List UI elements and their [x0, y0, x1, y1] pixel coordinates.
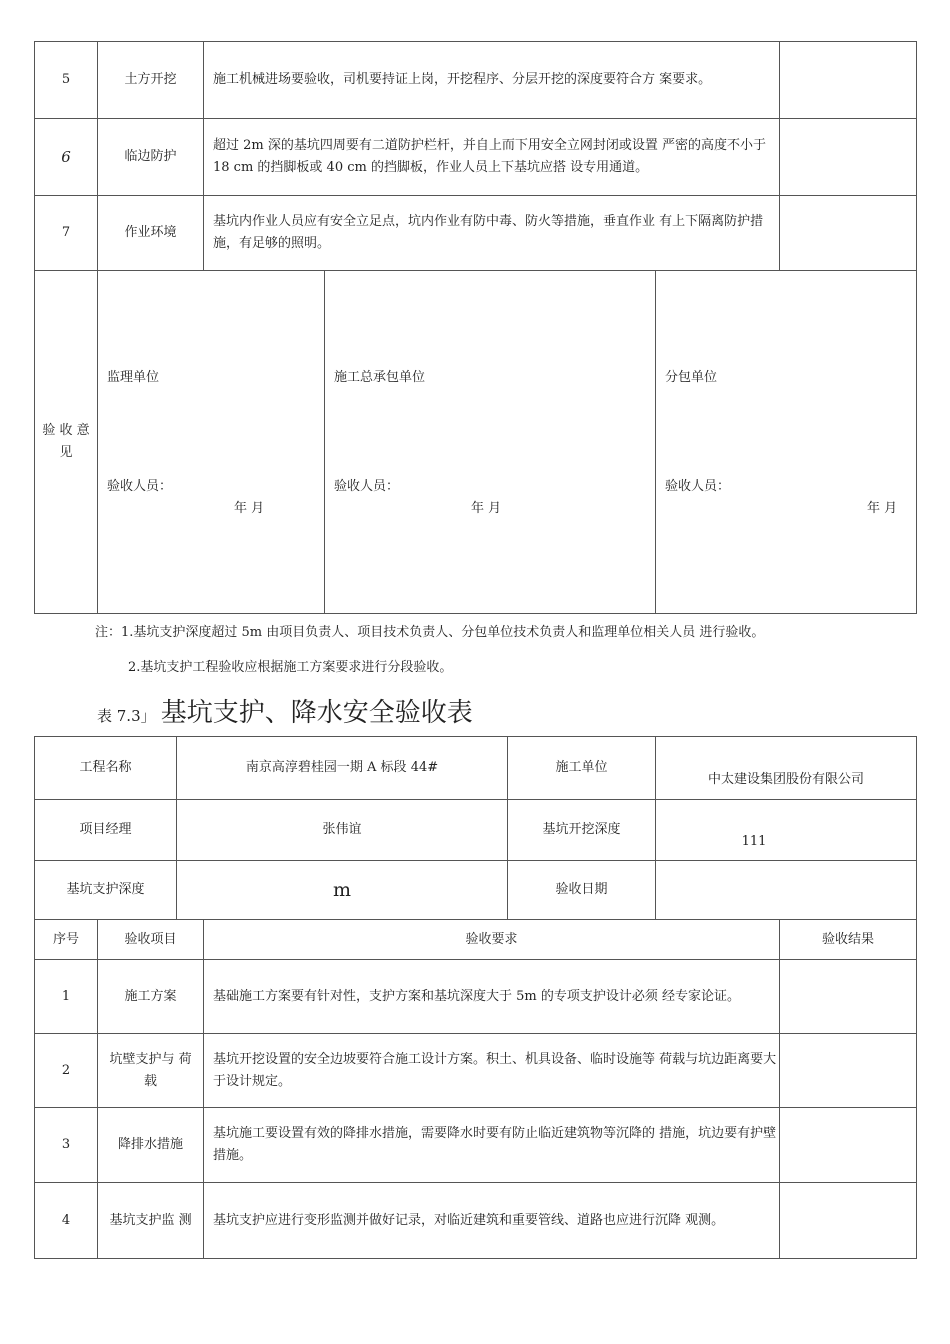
party-unit-label: 监理单位: [107, 370, 160, 385]
inspection-result: [780, 1034, 917, 1108]
project-name-value: 南京高淳碧桂园一期 A 标段 44#: [177, 737, 508, 800]
inspection-requirement: 基础施工方案要有针对性，支护方案和基坑深度大于 5m 的专项支护设计必须 经专家论证。: [204, 960, 780, 1034]
inspection-result: [780, 1108, 917, 1183]
party-inspector-label: 验收人员：: [334, 479, 400, 494]
inspection-result: [780, 119, 917, 196]
table-row: [35, 42, 917, 119]
party-unit-label: 分包单位: [665, 370, 718, 385]
note-line-2: 2.基坑支护工程验收应根据施工方案要求进行分段验收。: [128, 660, 453, 675]
row-number: 4: [35, 1183, 98, 1259]
table-row: [35, 1034, 917, 1108]
support-depth-label: 基坑支护深度: [35, 861, 177, 920]
subcontractor-cell: [656, 271, 917, 614]
excavation-support-inspection-table: [34, 736, 917, 1259]
excavation-depth-label: 基坑开挖深度: [508, 800, 656, 861]
table-number: 表 7.3」: [97, 707, 156, 725]
inspection-item: 土方开挖: [98, 42, 204, 119]
header-result: 验收结果: [780, 920, 917, 960]
header-item: 验收项目: [98, 920, 204, 960]
table-row: [35, 960, 917, 1034]
inspection-table-continued: [34, 41, 917, 614]
excavation-depth-value: 111: [656, 800, 917, 861]
contractor-value: 中太建设集团股份有限公司: [656, 737, 917, 800]
party-unit-label: 施工总承包单位: [334, 370, 426, 385]
inspection-result: [780, 1183, 917, 1259]
inspection-result: [780, 196, 917, 271]
general-contractor-cell: [325, 271, 656, 614]
inspection-requirement: 基坑开挖设置的安全边坡要符合施工设计方案。积土、机具设备、临时设施等 荷载与坑边距离要大于设计规定。: [204, 1034, 780, 1108]
table-caption: [97, 692, 473, 729]
project-manager-label: 项目经理: [35, 800, 177, 861]
party-inspector-label: 验收人员：: [107, 479, 173, 494]
acceptance-opinion-label: 验 收 意 见: [35, 271, 98, 614]
inspection-requirement: 基坑施工要设置有效的降排水措施，需要降水时要有防止临近建筑物等沉降的 措施，坑边要有护壁措施。: [204, 1108, 780, 1183]
inspection-date-value: [656, 861, 917, 920]
table-row: [35, 1108, 917, 1183]
note-line-1: 注：1.基坑支护深度超过 5m 由项目负责人、项目技术负责人、分包单位技术负责人和监理单位相关人员 进行验收。: [95, 625, 765, 640]
inspection-item: 施工方案: [98, 960, 204, 1034]
table-row: [35, 196, 917, 271]
contractor-label: 施工单位: [508, 737, 656, 800]
project-manager-value: 张伟谊: [177, 800, 508, 861]
party-year-month: 年 月: [867, 501, 898, 516]
row-number: 7: [35, 196, 98, 271]
party-year-month: 年 月: [471, 501, 502, 516]
party-year-month: 年 月: [234, 501, 265, 516]
row-number: 2: [35, 1034, 98, 1108]
support-depth-value: m: [177, 861, 508, 920]
header-no: 序号: [35, 920, 98, 960]
row-number: 6: [35, 119, 98, 196]
inspection-item: 降排水措施: [98, 1108, 204, 1183]
table-title: 基坑支护、降水安全验收表: [160, 698, 473, 728]
inspection-item: 临边防护: [98, 119, 204, 196]
party-inspector-label: 验收人员：: [665, 479, 731, 494]
info-row: [35, 737, 917, 800]
header-requirement: 验收要求: [204, 920, 780, 960]
header-row: [35, 920, 917, 960]
project-name-label: 工程名称: [35, 737, 177, 800]
table-row: [35, 1183, 917, 1259]
inspection-item: 作业环境: [98, 196, 204, 271]
inspection-date-label: 验收日期: [508, 861, 656, 920]
inspection-item: 基坑支护监 测: [98, 1183, 204, 1259]
inspection-requirement: 超过 2m 深的基坑四周要有二道防护栏杆，并自上而下用安全立网封闭或设置 严密的高度不小于 18 cm 的挡脚板或 40 cm 的挡脚板，作业人员上下基坑应搭 设专用通道。: [204, 119, 780, 196]
inspection-requirement: 基坑支护应进行变形监测并做好记录，对临近建筑和重要管线、道路也应进行沉降 观测。: [204, 1183, 780, 1259]
supervision-unit-cell: [98, 271, 325, 614]
row-number: 3: [35, 1108, 98, 1183]
inspection-result: [780, 42, 917, 119]
info-row: [35, 861, 917, 920]
inspection-requirement: 基坑内作业人员应有安全立足点，坑内作业有防中毒、防火等措施，垂直作业 有上下隔离防护措施，有足够的照明。: [204, 196, 780, 271]
inspection-result: [780, 960, 917, 1034]
info-row: [35, 800, 917, 861]
table-row: [35, 119, 917, 196]
acceptance-opinion-row: [35, 271, 917, 614]
inspection-item: 坑壁支护与 荷载: [98, 1034, 204, 1108]
row-number: 1: [35, 960, 98, 1034]
row-number: 5: [35, 42, 98, 119]
inspection-requirement: 施工机械进场要验收，司机要持证上岗，开挖程序、分层开挖的深度要符合方 案要求。: [204, 42, 780, 119]
